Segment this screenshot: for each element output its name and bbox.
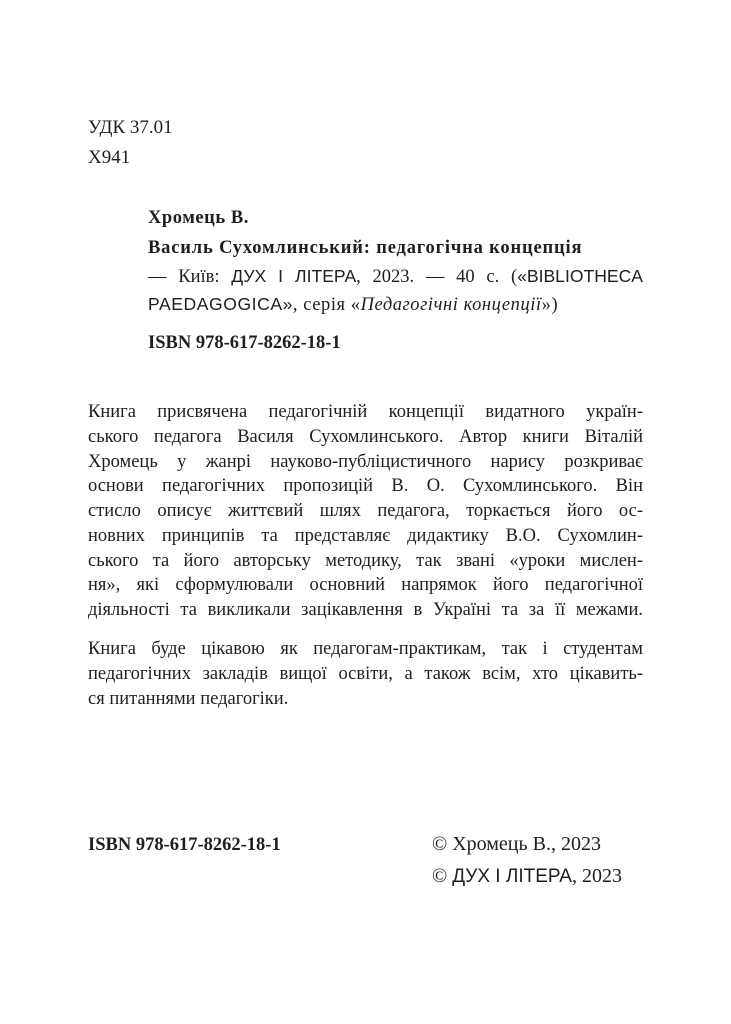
annotation-line: новних принципів та представляє дидактику В.О. Сухомлин-: [88, 525, 643, 546]
copyright-publisher-name: ДУХ І ЛІТЕРА: [452, 866, 572, 887]
imprint-publisher: ДУХ І ЛІТЕРА: [231, 266, 357, 286]
imprint-series-label: , серія «: [292, 295, 361, 315]
annotation-line: Хромець у жанрі науково-публіцистичного нарису розкриває: [88, 451, 643, 472]
annotation-paragraph-1: [88, 400, 643, 623]
annotation-line: стисло описує життєвий шлях педагога, торкається його ос-: [88, 501, 643, 521]
record-imprint-line-1: [148, 263, 643, 290]
record-isbn: ISBN 978-617-8262-18-1: [148, 333, 341, 353]
classification-block: [88, 113, 173, 173]
imprint-lead: — Київ:: [148, 267, 232, 287]
annotation-line: ського та його авторську методику, так звані «уроки мислен-: [88, 550, 643, 571]
annotation-line: діяльності та викликали зацікавлення в Україні та за її межами.: [88, 600, 643, 620]
copyright-block: [432, 828, 622, 893]
copyright-author: © Хромець В., 2023: [432, 833, 601, 855]
annotation-line: Книга буде цікавою як педагогам-практикам, так і студентам: [88, 639, 643, 659]
udk-code: УДК 37.01: [88, 117, 173, 138]
copyright-symbol: ©: [432, 865, 453, 887]
copyright-publisher-year: , 2023: [571, 865, 622, 887]
imprint-series-part-1: «BIBLIOTHECA: [517, 266, 644, 286]
record-imprint-line-2: [148, 291, 558, 318]
annotation-line: Книга присвячена педагогічній концепції видатного україн-: [88, 402, 643, 422]
annotation-paragraph-2: [88, 637, 643, 711]
annotation-line: основи педагогічних пропозицій В. О. Сухомлинського. Він: [88, 476, 643, 497]
imprint-series-close: »): [541, 295, 559, 315]
footer-isbn: ISBN 978-617-8262-18-1: [88, 835, 281, 855]
record-author: Хромець В.: [148, 208, 249, 228]
imprint-series-name: Педагогічні концепції: [360, 295, 542, 315]
annotation-line: ського педагога Василя Сухомлинського. Автор книги Віталій: [88, 426, 643, 447]
imprint-series-part-2: PAEDAGOGICA»: [148, 294, 293, 314]
record-title: Василь Сухомлинський: педагогічна концепція: [148, 238, 583, 258]
annotation-line: педагогічних закладів вищої освіти, а також всім, хто цікавить-: [88, 663, 643, 684]
author-mark: Х941: [88, 147, 131, 168]
annotation-line: ся питаннями педагогіки.: [88, 688, 289, 709]
imprint-details: , 2023. — 40 с. (: [356, 267, 518, 287]
copyright-publisher: [432, 860, 622, 893]
annotation-line: ня», які сформулювали основний напрямок його педагогічної: [88, 575, 643, 596]
